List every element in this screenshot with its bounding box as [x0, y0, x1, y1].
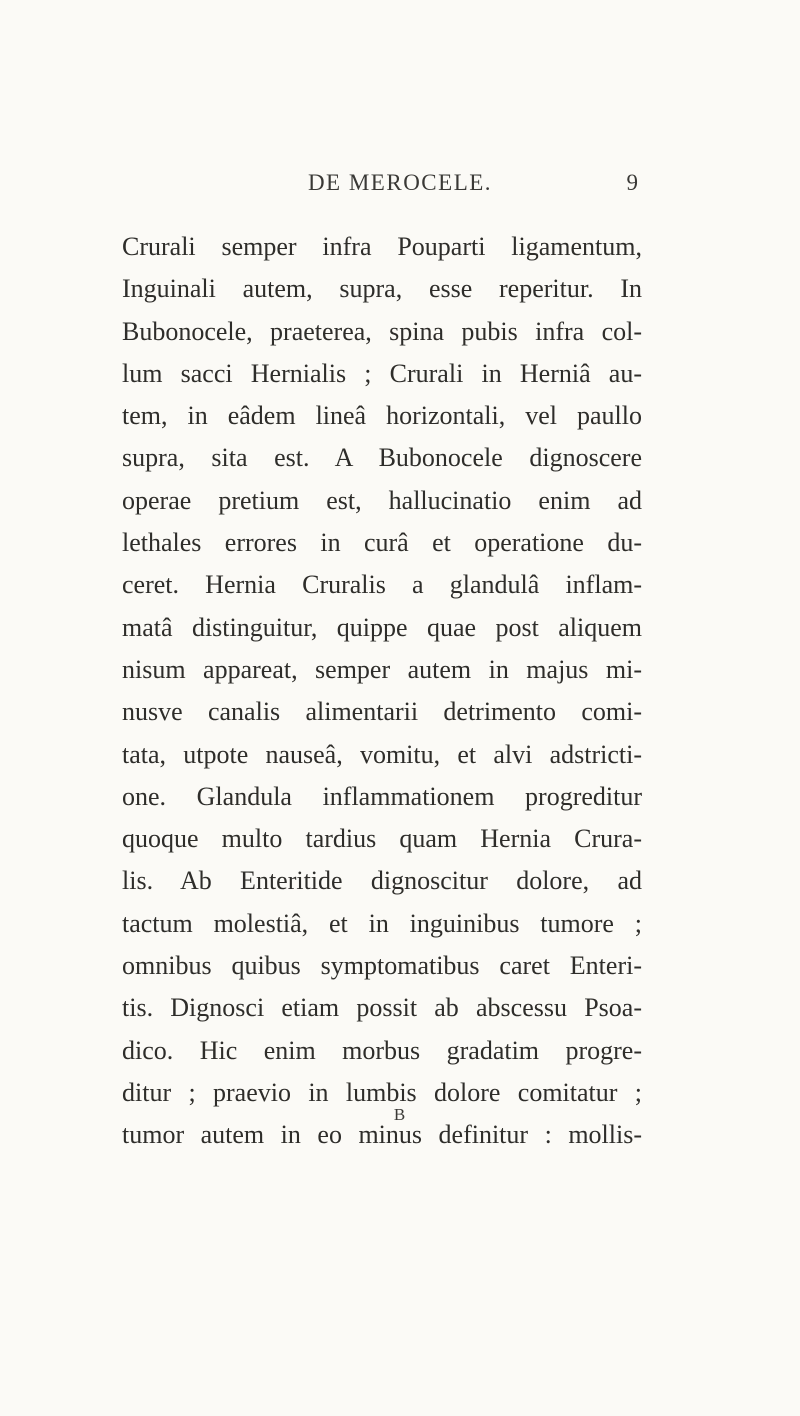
text-line: tumor autem in eo minus definitur : mollis-	[122, 1120, 642, 1150]
text-line: lethales errores in curâ et operatione du-	[122, 528, 642, 558]
text-line: tem, in eâdem lineâ horizontali, vel paullo	[122, 401, 642, 431]
running-head	[0, 170, 800, 200]
text-line: supra, sita est. A Bubonocele dignoscere	[122, 443, 642, 473]
running-title: DE MEROCELE.	[307, 170, 493, 195]
text-line: quoque multo tardius quam Hernia Crura-	[122, 824, 642, 854]
page-number: 9	[626, 170, 638, 195]
text-line: one. Glandula inflammationem progreditur	[122, 781, 642, 811]
text-line: ceret. Hernia Cruralis a glandulâ inflam-	[122, 570, 642, 600]
body-text	[122, 226, 642, 1157]
text-line: nisum appareat, semper autem in majus mi-	[122, 654, 642, 684]
text-line: tactum molestiâ, et in inguinibus tumore ;	[122, 908, 642, 938]
text-line: nusve canalis alimentarii detrimento comi-	[122, 697, 642, 727]
text-line: matâ distinguitur, quippe quae post aliquem	[122, 612, 642, 642]
text-line: operae pretium est, hallucinatio enim ad	[122, 485, 642, 515]
text-line: Crurali semper infra Pouparti ligamentum,	[122, 232, 642, 261]
text-line: lum sacci Hernialis ; Crurali in Herniâ au-	[122, 358, 642, 388]
text-line: Inguinali autem, supra, esse reperitur. In	[122, 274, 642, 304]
text-line: omnibus quibus symptomatibus caret Enteri-	[122, 951, 642, 981]
signature-mark: B	[393, 1105, 407, 1124]
text-line: lis. Ab Enteritide dignoscitur dolore, ad	[122, 866, 642, 896]
text-line: ditur ; praevio in lumbis dolore comitatur ;	[122, 1077, 642, 1107]
text-line: tata, utpote nauseâ, vomitu, et alvi adstricti-	[122, 739, 642, 769]
text-line: dico. Hic enim morbus gradatim progre-	[122, 1035, 642, 1065]
text-line: tis. Dignosci etiam possit ab abscessu Psoa-	[122, 993, 642, 1023]
text-line: Bubonocele, praeterea, spina pubis infra col-	[122, 316, 642, 346]
